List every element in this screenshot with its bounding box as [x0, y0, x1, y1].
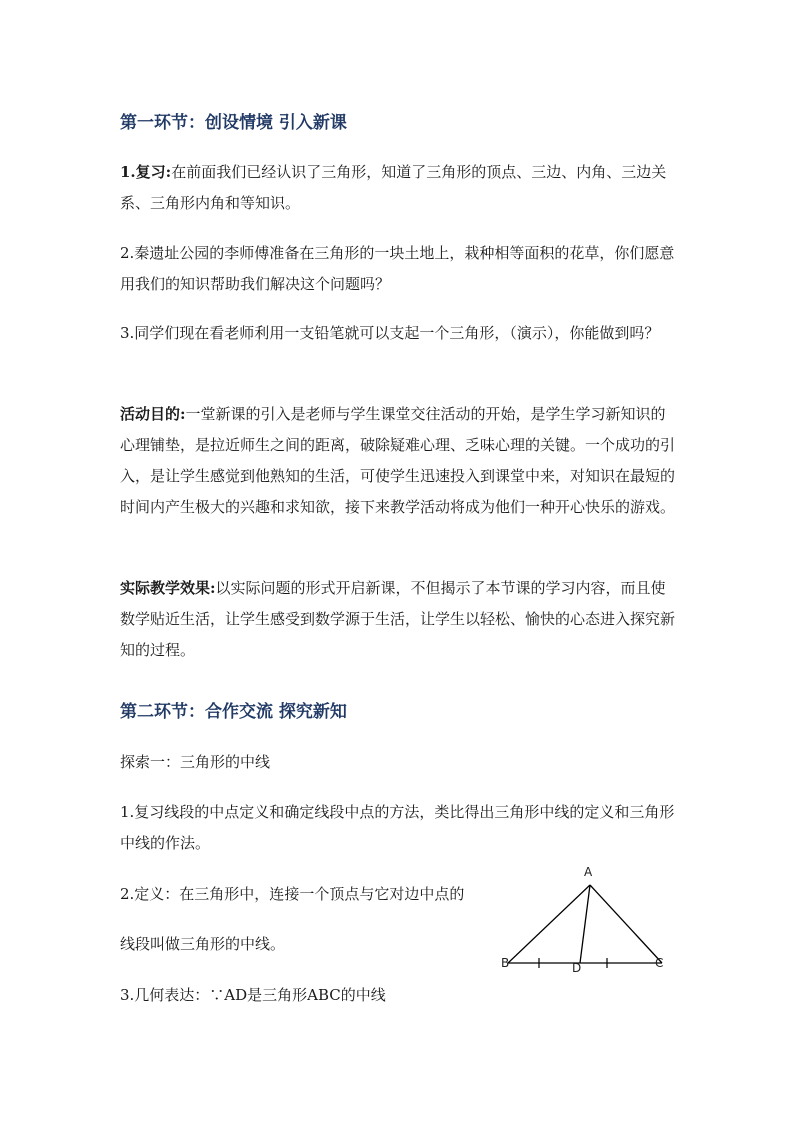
median-ad — [580, 885, 590, 963]
item3-paragraph: 3.同学们现在看老师利用一支铅笔就可以支起一个三角形，（演示），你能做到吗？ — [120, 324, 660, 342]
section1-title: 第一环节：创设情境 引入新课 — [120, 113, 347, 133]
effect-paragraph — [120, 573, 676, 666]
triangle-median-figure — [495, 858, 675, 978]
effect-text: 以实际问题的形式开启新课，不但揭示了本节课的学习内容，而且使数学贴近生活，让学生感受到数学源于生活，让学生以轻松、愉快的心态进入探究新知的过程。 — [120, 579, 676, 659]
label-c: C — [655, 956, 664, 970]
item2-paragraph: 2.秦遗址公园的李师傅准备在三角形的一块土地上，栽种相等面积的花草，你们愿意用我们的知识帮助我们解决这个问题吗？ — [120, 244, 675, 293]
purpose-label: 活动目的: — [120, 405, 186, 423]
side-ab — [508, 885, 590, 963]
explore-heading: 探索一：三角形的中线 — [120, 753, 271, 771]
definition-line1: 2.定义：在三角形中，连接一个顶点与它对边中点的 — [120, 885, 465, 903]
review-paragraph — [120, 157, 676, 219]
geometry-expression: 3.几何表达：∵AD是三角形ABC的中线 — [120, 986, 386, 1004]
review-label: 1.复习: — [120, 163, 172, 181]
side-ac — [590, 885, 662, 963]
definition-line2: 线段叫做三角形的中线。 — [120, 935, 286, 953]
effect-label: 实际教学效果: — [120, 579, 216, 597]
review-text: 在前面我们已经认识了三角形，知道了三角形的顶点、三边、内角、三边关系、三角形内角和等知识。 — [120, 163, 667, 212]
label-b: B — [501, 956, 510, 970]
purpose-text: 一堂新课的引入是老师与学生课堂交往活动的开始，是学生学习新知识的心理铺垫，是拉近师生之间的距离，破除疑难心理、乏味心理的关键。一个成功的引入，是让学生感觉到他熟知的生活，可使学生迅速投入到课堂中来，对知识在最短的时间内产生极大的兴趣和求知欲，接下来教学活动将成为他们一种开心快乐的游戏。 — [120, 405, 676, 516]
label-a: A — [584, 865, 593, 879]
purpose-paragraph — [120, 399, 676, 523]
review-midpoint-paragraph: 1.复习线段的中点定义和确定线段中点的方法，类比得出三角形中线的定义和三角形中线的作法。 — [120, 803, 675, 852]
section2-title: 第二环节：合作交流 探究新知 — [120, 702, 347, 722]
label-d: D — [572, 961, 582, 975]
